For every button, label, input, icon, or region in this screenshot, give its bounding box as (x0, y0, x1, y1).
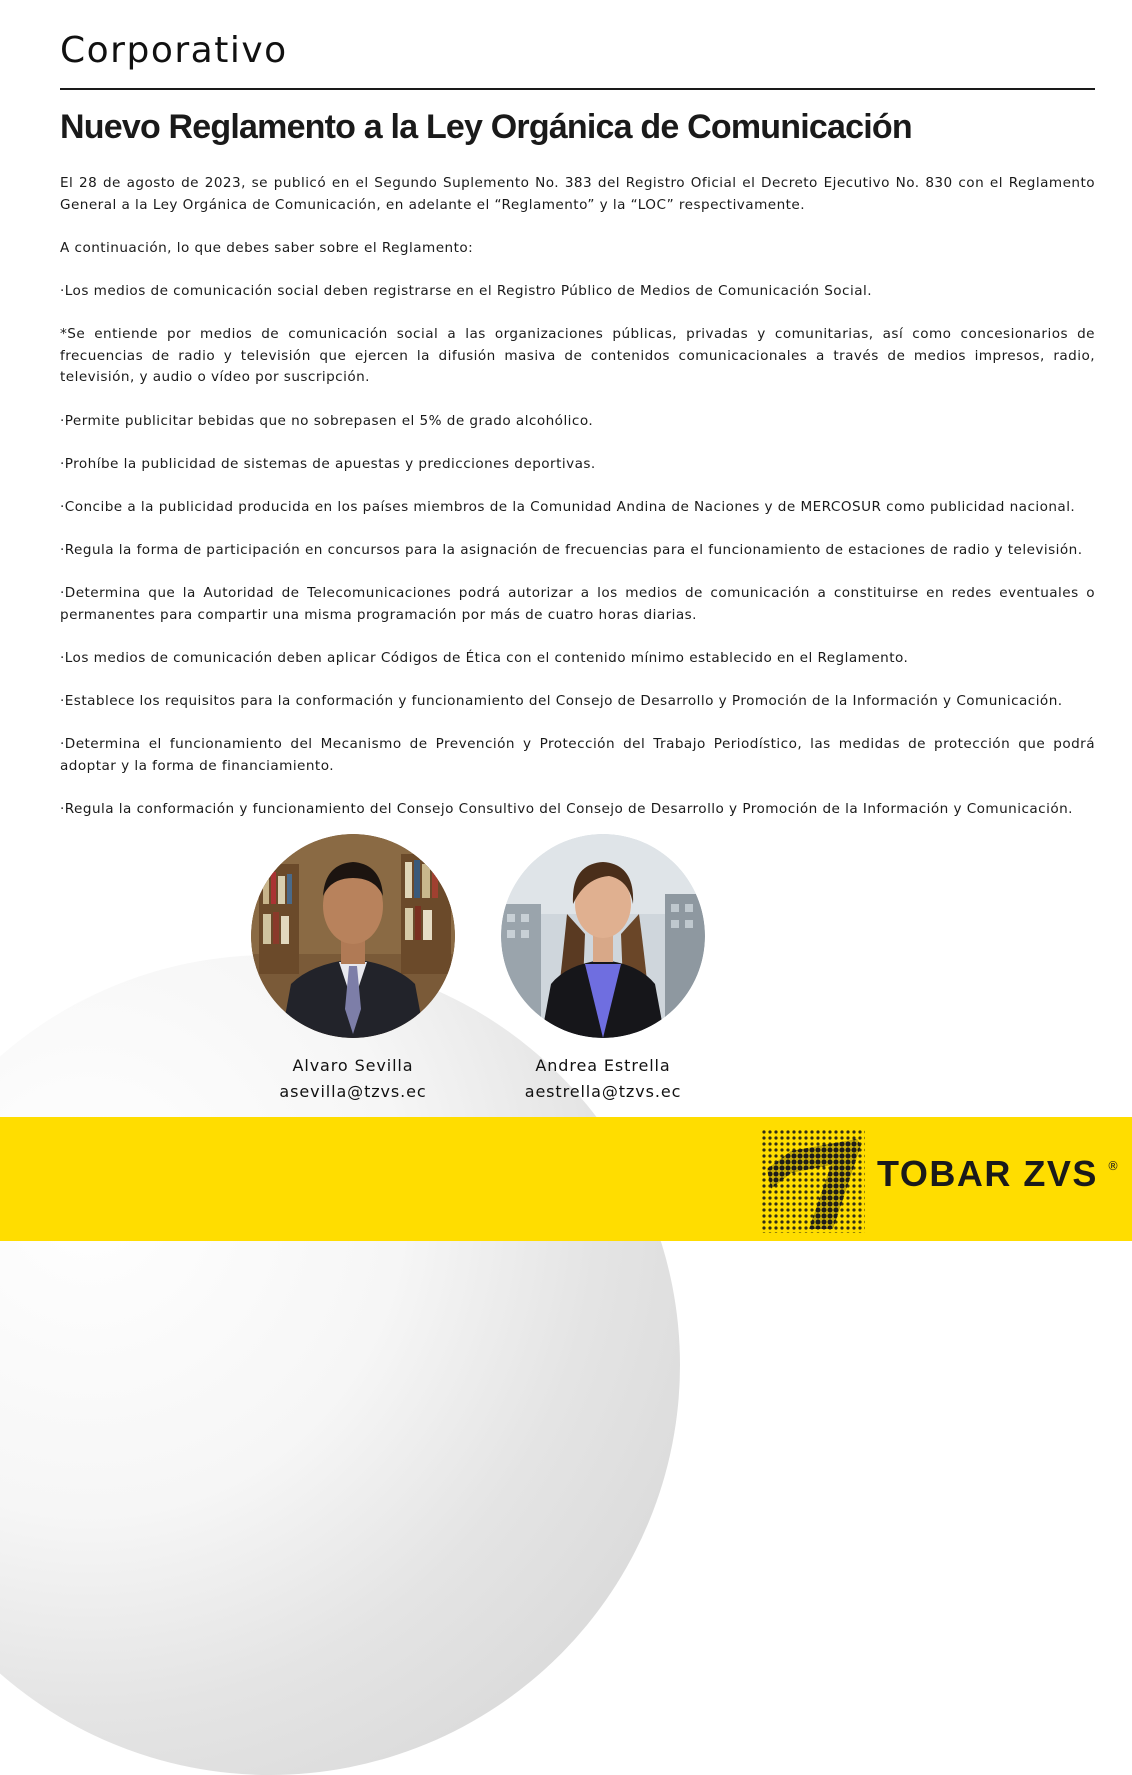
bullet-betting: ·Prohíbe la publicidad de sistemas de apuestas y predicciones deportivas. (60, 455, 596, 472)
bullet-advisory-council: ·Regula la conformación y funcionamiento del Consejo Consultivo del Consejo de Desarrollo y Promoción de la Información y Comunicación. (60, 801, 1073, 818)
bullet-protection-mechanism: ·Determina el funcionamiento del Mecanismo de Prevención y Protección del Trabajo Periodístico, las medidas de protección que podrá adoptar y la forma de financiamiento. (60, 736, 1095, 775)
intro-paragraph: El 28 de agosto de 2023, se publicó en el Segundo Suplemento No. 383 del Registro Oficial el Decreto Ejecutivo No. 830 con el Reglamento General a la Ley Orgánica de Comunicación, en adelante el “Reglamento” y la “LOC” respectivamente. (60, 175, 1095, 213)
bullet-registry: ·Los medios de comunicación social deben registrarse en el Registro Público de Medios de Comunicación Social. (60, 282, 872, 299)
bullet-alcohol: ·Permite publicitar bebidas que no sobrepasen el 5% de grado alcohólico. (60, 412, 594, 429)
registered-mark: ® (1107, 1159, 1119, 1173)
definition-note: *Se entiende por medios de comunicación social a las organizaciones públicas, privadas y comunitarias, así como concesionarios de frecuencias de radio y televisión que ejercen la difusión masiva de contenidos comunicacionales a través de medios impresos, radio, televisión, y audio o vídeo por suscripción. (60, 326, 1095, 386)
avatar (501, 834, 705, 1038)
brand-name: TOBAR ZVS (877, 1153, 1098, 1194)
bullet-ethics-codes: ·Los medios de comunicación deben aplicar Códigos de Ética con el contenido mínimo establecido en el Reglamento. (60, 650, 909, 667)
contact-card (250, 834, 456, 1101)
avatar (251, 834, 455, 1038)
bullet-council-requirements: ·Establece los requisitos para la conformación y funcionamiento del Consejo de Desarrollo y Promoción de la Información y Comunicación. (60, 693, 1063, 710)
contact-email[interactable]: asevilla@tzvs.ec (279, 1082, 427, 1101)
header-divider (60, 88, 1095, 90)
contact-card (500, 834, 706, 1101)
article-headline: Nuevo Reglamento a la Ley Orgánica de Comunicación (60, 108, 912, 146)
bullet-networks: ·Determina que la Autoridad de Telecomunicaciones podrá autorizar a los medios de comunicación a constituirse en redes eventuales o permanentes para compartir una misma programación por más de cuatro horas diarias. (60, 585, 1095, 623)
section-label: Corporativo (60, 30, 288, 71)
contact-name: Alvaro Sevilla (292, 1056, 414, 1075)
article-body (60, 173, 1095, 842)
brand-logo (753, 1117, 1132, 1241)
bullet-frequency-contests: ·Regula la forma de participación en concursos para la asignación de frecuencias para el funcionamiento de estaciones de radio y televisión. (60, 542, 1083, 559)
lead-in-paragraph: A continuación, lo que debes saber sobre el Reglamento: (60, 239, 474, 256)
contact-email[interactable]: aestrella@tzvs.ec (524, 1082, 682, 1101)
dotted-seven-logo-icon (761, 1129, 865, 1233)
bullet-national-advertising: ·Concibe a la publicidad producida en los países miembros de la Comunidad Andina de Naciones y de MERCOSUR como publicidad nacional. (60, 498, 1076, 515)
contact-name: Andrea Estrella (535, 1056, 671, 1075)
